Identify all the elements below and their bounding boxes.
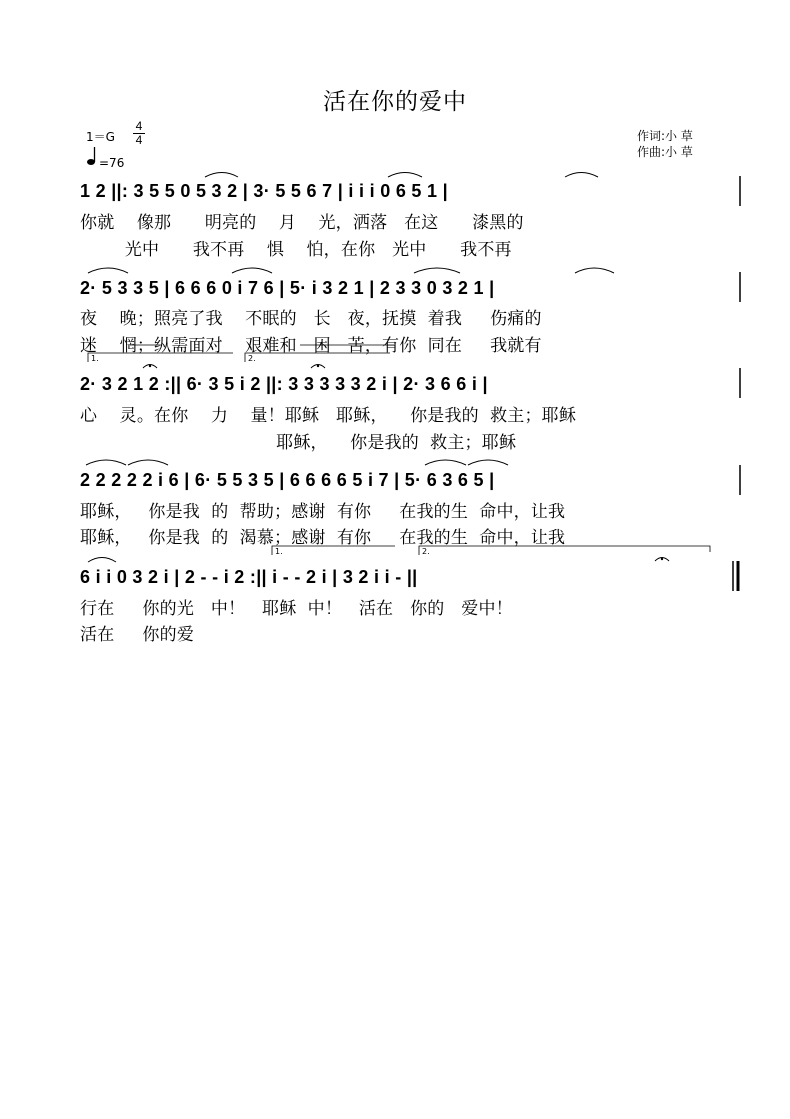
notation-line-1: 1 2 ||: 3 5 5 0 5 3 2 | 3· 5 5 6 7 | i i i 0 6 5 1 | bbox=[80, 181, 448, 201]
lyric-line-2-verse-2: 迷 惘；纵需面对 艰难和 困 苦，有你 同在 我就有 bbox=[80, 336, 542, 356]
lyric-line-3-verse-1: 心 灵。在你 力 量！耶稣 耶稣， 你是我的 救主；耶稣 bbox=[80, 406, 577, 426]
lyricist: 作词:小 草 bbox=[637, 129, 693, 143]
lyric-line-2-verse-1: 夜 晚；照亮了我 不眠的 长 夜，抚摸 着我 伤痛的 bbox=[80, 309, 542, 329]
svg-text:1.: 1. bbox=[91, 354, 99, 363]
lyric-line-4-verse-1: 耶稣， 你是我 的 帮助；感谢 有你 在我的生 命中，让我 bbox=[80, 502, 566, 522]
svg-text:2.: 2. bbox=[422, 547, 430, 556]
lyric-line-5-verse-1: 行在 你的光 中！ 耶稣 中！ 活在 你的 爱中！ bbox=[80, 599, 513, 619]
lyric-line-4-verse-2: 耶稣， 你是我 的 渴慕；感谢 有你 在我的生 命中，让我 bbox=[80, 528, 566, 548]
song-title: 活在你的爱中 bbox=[323, 89, 467, 115]
svg-text:2.: 2. bbox=[248, 354, 256, 363]
lyric-line-1-verse-2: 光中 我不再 惧 怕，在你 光中 我不再 bbox=[80, 240, 512, 260]
lyric-line-3-verse-2: 耶稣， 你是我的 救主；耶稣 bbox=[80, 433, 517, 453]
lyric-line-5-verse-2: 活在 你的爱 bbox=[80, 625, 195, 645]
time-signature-top: 4 bbox=[135, 119, 143, 133]
tempo-marking: =76 bbox=[99, 156, 125, 170]
notation-line-4: 2 2 2 2 2 i 6 | 6· 5 5 3 5 | 6 6 6 6 5 i 7 | 5· 6 3 6 5 | bbox=[80, 470, 495, 490]
key-signature: 1＝G bbox=[86, 130, 115, 144]
notation-line-3: 2· 3 2 1 2 :|| 6· 3 5 i 2 ||: 3 3 3 3 3 2 i | 2· 3 6 6 i | bbox=[80, 374, 488, 394]
notation-line-5: 6 i i 0 3 2 i | 2 - - i 2 :|| i - - 2 i | 3 2 i i - || bbox=[80, 567, 418, 587]
composer: 作曲:小 草 bbox=[637, 145, 693, 159]
lyric-line-1-verse-1: 你就 像那 明亮的 月 光，洒落 在这 漆黑的 bbox=[80, 213, 524, 233]
svg-text:1.: 1. bbox=[275, 547, 283, 556]
time-signature-bottom: 4 bbox=[135, 133, 143, 147]
notation-line-2: 2· 5 3 3 5 | 6 6 6 0 i 7 6 | 5· i 3 2 1 | 2 3 3 0 3 2 1 | bbox=[80, 278, 495, 298]
